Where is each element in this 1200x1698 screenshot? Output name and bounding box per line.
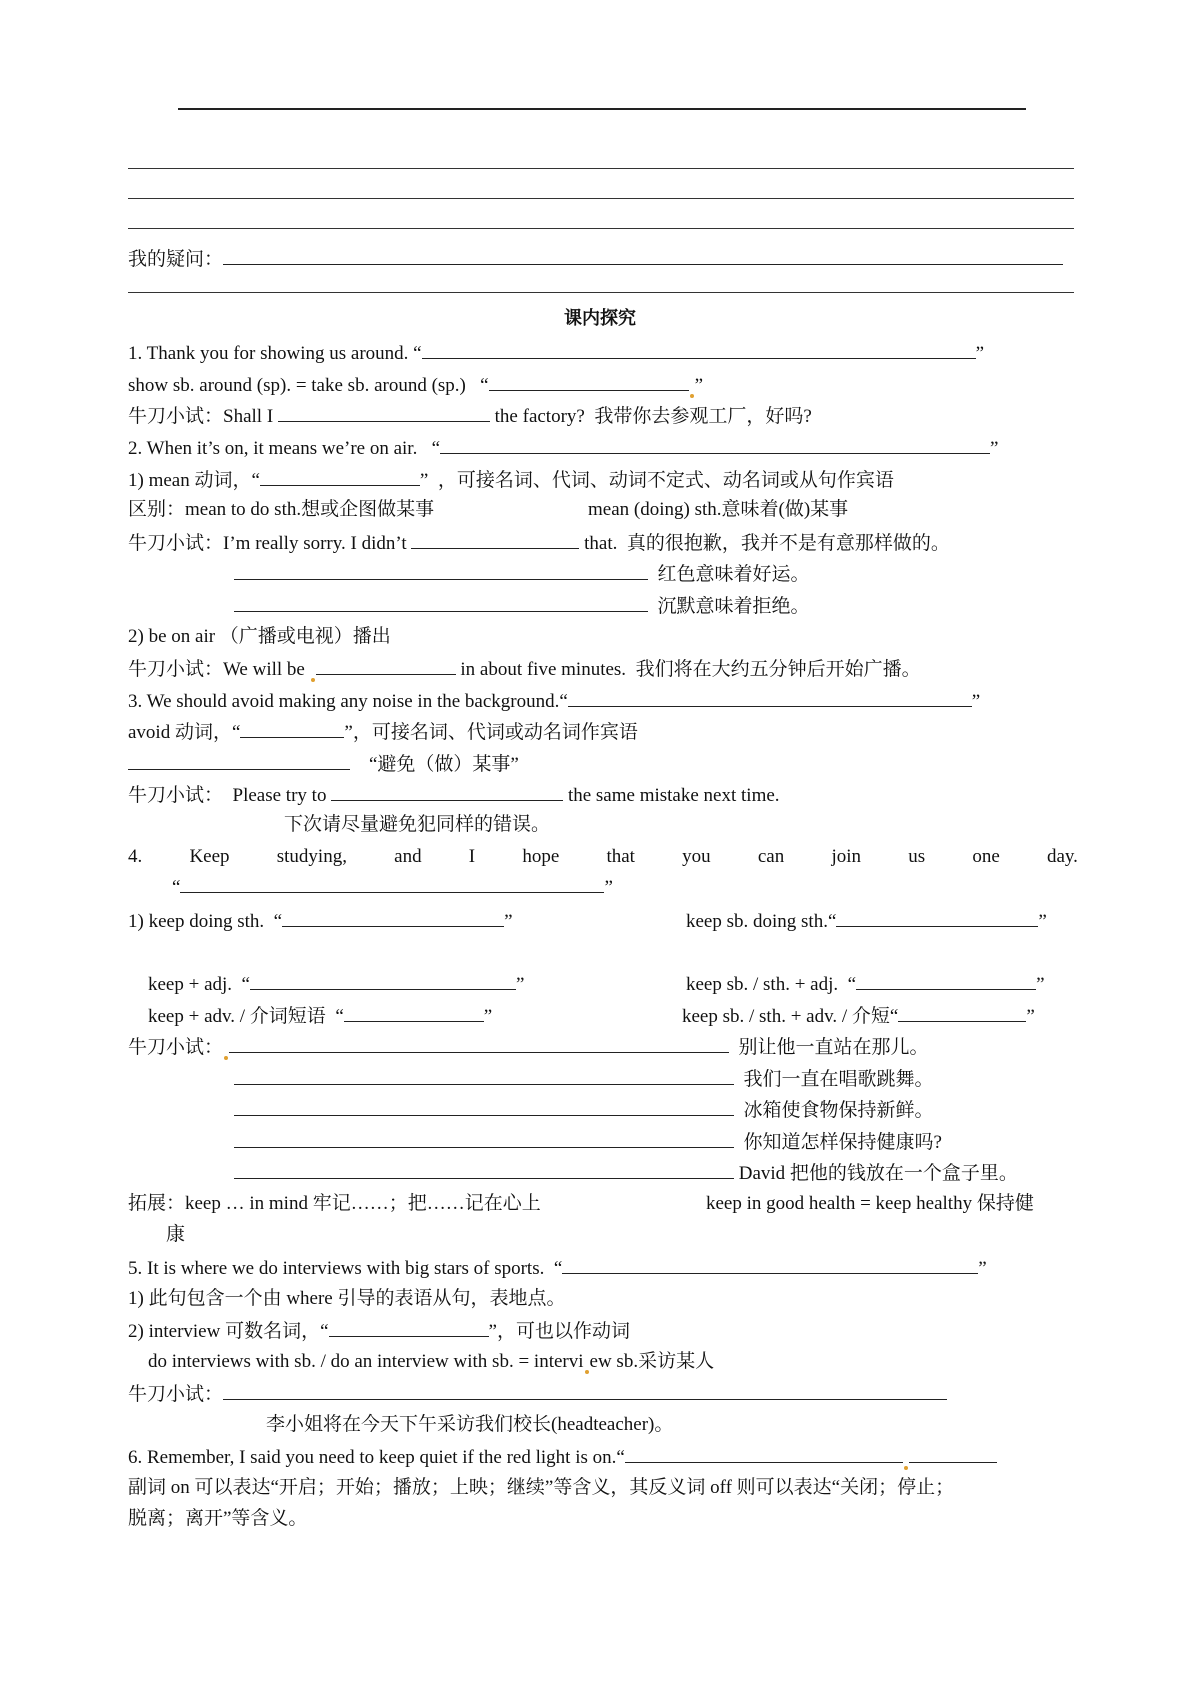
q5-try-cn: 李小姐将在今天下午采访我们校长(headteacher)。 [266, 1414, 674, 1435]
q3-phrase-blank[interactable] [128, 751, 350, 770]
q4-word: studying, [276, 846, 347, 867]
q1-note-row [128, 372, 703, 398]
q3-avoid-pre: avoid 动词， [128, 722, 232, 743]
q4-sentence-row [128, 845, 1078, 869]
q4-ext-b: keep in good health = keep healthy 保持健 [706, 1193, 1034, 1214]
q2-try3-blank[interactable] [234, 593, 648, 612]
try-label: 牛刀小试： [128, 785, 224, 806]
q1-try-row [128, 403, 812, 429]
q4-word: I [468, 846, 476, 867]
q1-sentence: 1. Thank you for showing us around. [128, 343, 409, 364]
quote-close: ” [694, 375, 704, 396]
q4-word: join [831, 846, 862, 867]
quote-open: “ [413, 343, 422, 364]
q5-note1: 1) 此句包含一个由 where 引导的表语从句，表地点。 [128, 1288, 566, 1309]
answer-line-2[interactable] [128, 198, 1074, 199]
q6-note-a-row [128, 1476, 954, 1500]
q4-cn3: 冰箱使食物保持新鲜。 [743, 1100, 934, 1121]
q6-note-a: 副词 on 可以表达“开启；开始；播放；上映；继续”等含义，其反义词 off 则可以表达“关闭；停止； [128, 1477, 955, 1498]
q4-try4-row [234, 1129, 942, 1155]
try-label: 牛刀小试： [128, 533, 224, 554]
q3-try-cn-row [284, 813, 550, 837]
q5-sentence: 5. It is where we do interviews with big stars of sports. [128, 1258, 545, 1279]
q5-phrase-row [148, 1350, 714, 1374]
q1-note-blank[interactable] [489, 372, 689, 391]
q2-translation-blank[interactable] [440, 435, 990, 454]
q2-cn3: 沉默意味着拒绝。 [657, 596, 810, 617]
q2-try-pre: I’m really sorry. I didn’t [223, 533, 407, 554]
q4-keep3-blank[interactable] [250, 971, 516, 990]
q3-avoid-meaning: “避免（做）某事” [369, 754, 519, 775]
quote-open: “ [241, 974, 250, 995]
q4-keep5: keep + adv. / 介词短语 [148, 1006, 326, 1027]
q4-try1-blank[interactable] [229, 1034, 729, 1053]
q5-try-blank[interactable] [223, 1381, 947, 1400]
q4-word: you [682, 846, 711, 867]
q2-air-try-cn: 我们将在大约五分钟后开始广播。 [635, 659, 921, 680]
q4-keep5-blank[interactable] [344, 1003, 484, 1022]
quote-open: “ [320, 1321, 329, 1342]
quote-open: “ [827, 911, 837, 932]
q4-word: one [972, 846, 1000, 867]
q1-translation-blank[interactable] [422, 340, 976, 359]
q4-try2-blank[interactable] [234, 1066, 734, 1085]
q2-try-post: that. [584, 533, 618, 554]
q3-try-pre: Please try to [232, 785, 327, 806]
q5-phrase-b: ew sb.采访某人 [589, 1351, 715, 1372]
q3-try-row [128, 782, 780, 808]
q4-try5-blank[interactable] [234, 1160, 734, 1179]
answer-line-1[interactable] [128, 168, 1074, 169]
quote-open: “ [847, 974, 857, 995]
quote-close: ” [483, 1006, 493, 1027]
q3-avoid-blank[interactable] [240, 719, 344, 738]
quote-open: “ [172, 877, 181, 898]
q4-word: can [757, 846, 785, 867]
q4-ext-c: 康 [166, 1224, 186, 1245]
q2-try-cn: 真的很抱歉，我并不是有意那样做的。 [626, 533, 950, 554]
quote-close: ” [990, 438, 999, 459]
quote-close: ” [975, 343, 985, 364]
q2-sentence-row [128, 435, 998, 461]
quote-open: “ [431, 438, 441, 459]
q4-word: Keep [189, 846, 230, 867]
q3-sentence-row [128, 688, 980, 714]
q1-try-cn: 我带你去参观工厂，好吗? [594, 406, 812, 427]
section-title: 课内探究 [564, 308, 636, 329]
q4-keep6-blank[interactable] [898, 1003, 1026, 1022]
q4-ext-row [128, 1192, 541, 1216]
q5-note1-row [128, 1287, 566, 1311]
q5-try-row [128, 1381, 947, 1407]
quote-close: ” [1026, 1006, 1035, 1027]
q2-diff-a: 区别：mean to do sth.想或企图做某事 [128, 499, 435, 520]
quote-close: ” [1036, 974, 1045, 995]
q3-meaning-row [128, 751, 519, 777]
q6-translation-blank[interactable] [625, 1444, 903, 1463]
q5-interview-post: ，可也以作动词 [496, 1321, 630, 1342]
q4-translation-row [172, 874, 613, 900]
q4-ext-a: 拓展：keep … in mind 牢记……；把……记在心上 [128, 1193, 541, 1214]
try-label: 牛刀小试： [128, 1384, 224, 1405]
q5-phrase-a: do interviews with sb. / do an interview with sb. = intervi [148, 1351, 584, 1372]
q4-keep4-blank[interactable] [856, 971, 1036, 990]
q4-ext-c-row [166, 1223, 185, 1247]
q4-try4-blank[interactable] [234, 1129, 734, 1148]
q4-word: us [908, 846, 926, 867]
q4-keep3: keep + adj. [148, 974, 233, 995]
q5-interview-row [128, 1318, 630, 1344]
q4-keep2-row [686, 908, 1047, 934]
q4-cn5: David 把他的钱放在一个盒子里。 [738, 1163, 1018, 1184]
q4-cn1: 别让他一直站在那儿。 [738, 1037, 929, 1058]
quote-open: “ [616, 1447, 625, 1468]
q2-diff-b-row [588, 498, 848, 522]
q2-try2-row [234, 561, 810, 587]
quote-open: “ [273, 911, 283, 932]
q4-keep1-row [128, 908, 513, 934]
q2-mean-pre: 1) mean 动词， [128, 470, 252, 491]
q4-cn2: 我们一直在唱歌跳舞。 [743, 1069, 934, 1090]
q2-mean-row [128, 467, 894, 493]
doubt-blank[interactable] [223, 246, 1063, 265]
mark-dot [311, 678, 315, 682]
q4-try3-blank[interactable] [234, 1097, 734, 1116]
q1-sentence-row [128, 340, 984, 366]
answer-line-4[interactable] [128, 292, 1074, 293]
q4-keep6-row [682, 1003, 1035, 1029]
quote-close: ” [419, 470, 429, 491]
quote-close: ” [515, 974, 525, 995]
q5-interview-pre: 2) interview 可数名词， [128, 1321, 321, 1342]
mark-dot [224, 1056, 228, 1060]
quote-close: ” [488, 1321, 497, 1342]
q2-try-row [128, 530, 950, 556]
quote-open: “ [559, 691, 568, 712]
q3-avoid-post: ，可接名词、代词或动名词作宾语 [352, 722, 638, 743]
try-label: 牛刀小试： [128, 659, 224, 680]
q4-word: 4. [128, 846, 143, 867]
q2-diff-row [128, 498, 434, 522]
q2-sentence: 2. When it’s on, it means we’re on air. [128, 438, 418, 459]
q1-try-blank[interactable] [278, 403, 490, 422]
mark-dot [585, 1370, 589, 1374]
quote-close: ” [604, 877, 613, 898]
q6-translation-blank-2[interactable] [909, 1444, 997, 1463]
quote-open: “ [335, 1006, 344, 1027]
q4-try1-row [128, 1034, 929, 1060]
q5-try-cn-row [266, 1413, 673, 1437]
q5-sentence-row [128, 1255, 987, 1281]
q4-keep3-row [148, 971, 524, 997]
quote-open: “ [251, 470, 260, 491]
q2-try3-row [234, 593, 810, 619]
q6-sentence-row [128, 1444, 997, 1470]
q4-try2-row [234, 1066, 934, 1092]
try-label: 牛刀小试： [128, 406, 224, 427]
q6-note-b: 脱离；离开”等含义。 [128, 1508, 308, 1529]
q4-word: hope [522, 846, 560, 867]
quote-close: ” [1038, 911, 1047, 932]
q1-try-pre: Shall I [223, 406, 274, 427]
q2-mean-blank[interactable] [260, 467, 420, 486]
quote-open: “ [889, 1006, 899, 1027]
q4-word: day. [1046, 846, 1078, 867]
mark-dot [904, 1466, 908, 1470]
q2-air-blank[interactable] [316, 656, 456, 675]
q4-word: and [394, 846, 422, 867]
quote-open: “ [480, 375, 489, 396]
q3-sentence: 3. We should avoid making any noise in the background. [128, 691, 560, 712]
q2-try2-blank[interactable] [234, 561, 648, 580]
q2-air-try-post: in about five minutes. [460, 659, 627, 680]
q2-air-try-pre: We will be [223, 659, 305, 680]
quote-close: ” [344, 722, 353, 743]
q4-keep5-row [148, 1003, 492, 1029]
q5-translation-blank[interactable] [562, 1255, 978, 1274]
q4-keep1-blank[interactable] [282, 908, 504, 927]
q3-translation-blank[interactable] [568, 688, 972, 707]
q4-word: that [606, 846, 635, 867]
quote-close: ” [504, 911, 513, 932]
try-label: 牛刀小试： [128, 1037, 224, 1058]
q4-keep2: keep sb. doing sth. [686, 911, 828, 932]
quote-close: ” [978, 1258, 987, 1279]
q4-translation-blank[interactable] [180, 874, 604, 893]
q4-keep4: keep sb. / sth. + adj. [686, 974, 839, 995]
q2-try-blank[interactable] [411, 530, 579, 549]
q2-cn2: 红色意味着好运。 [657, 564, 810, 585]
q4-try5-row [234, 1160, 1018, 1186]
q3-try-blank[interactable] [331, 782, 563, 801]
q4-keep4-row [686, 971, 1045, 997]
quote-open: “ [553, 1258, 563, 1279]
q4-cn4: 你知道怎样保持健康吗? [743, 1132, 942, 1153]
q3-avoid-row [128, 719, 638, 745]
q4-keep1: 1) keep doing sth. [128, 911, 265, 932]
doubt-label: 我的疑问： [128, 249, 224, 270]
q2-air-row [128, 625, 391, 649]
q2-air: 2) be on air （广播或电视）播出 [128, 626, 391, 647]
q1-try-post: the factory? [494, 406, 585, 427]
q4-keep2-blank[interactable] [836, 908, 1038, 927]
q4-keep6: keep sb. / sth. + adv. / 介短 [682, 1006, 890, 1027]
q6-note-b-row [128, 1507, 307, 1531]
q5-interview-blank[interactable] [329, 1318, 489, 1337]
q2-diff-b: mean (doing) sth.意味着(做)某事 [588, 499, 849, 520]
top-rule [178, 108, 1026, 110]
q4-ext-b-row [706, 1192, 1034, 1216]
q3-try-cn: 下次请尽量避免犯同样的错误。 [284, 814, 551, 835]
mark-dot [690, 394, 694, 398]
q3-try-post: the same mistake next time. [567, 785, 780, 806]
q4-try3-row [234, 1097, 934, 1123]
q2-mean-post: ，可接名词、代词、动词不定式、动名词或从句作宾语 [437, 470, 894, 491]
quote-close: ” [971, 691, 981, 712]
q2-air-try-row [128, 656, 921, 682]
q6-sentence: 6. Remember, I said you need to keep quiet if the red light is on. [128, 1447, 617, 1468]
doubt-row [128, 246, 1063, 272]
quote-open: “ [231, 722, 241, 743]
q1-note: show sb. around (sp). = take sb. around (sp.) [128, 375, 466, 396]
answer-line-3[interactable] [128, 228, 1074, 229]
